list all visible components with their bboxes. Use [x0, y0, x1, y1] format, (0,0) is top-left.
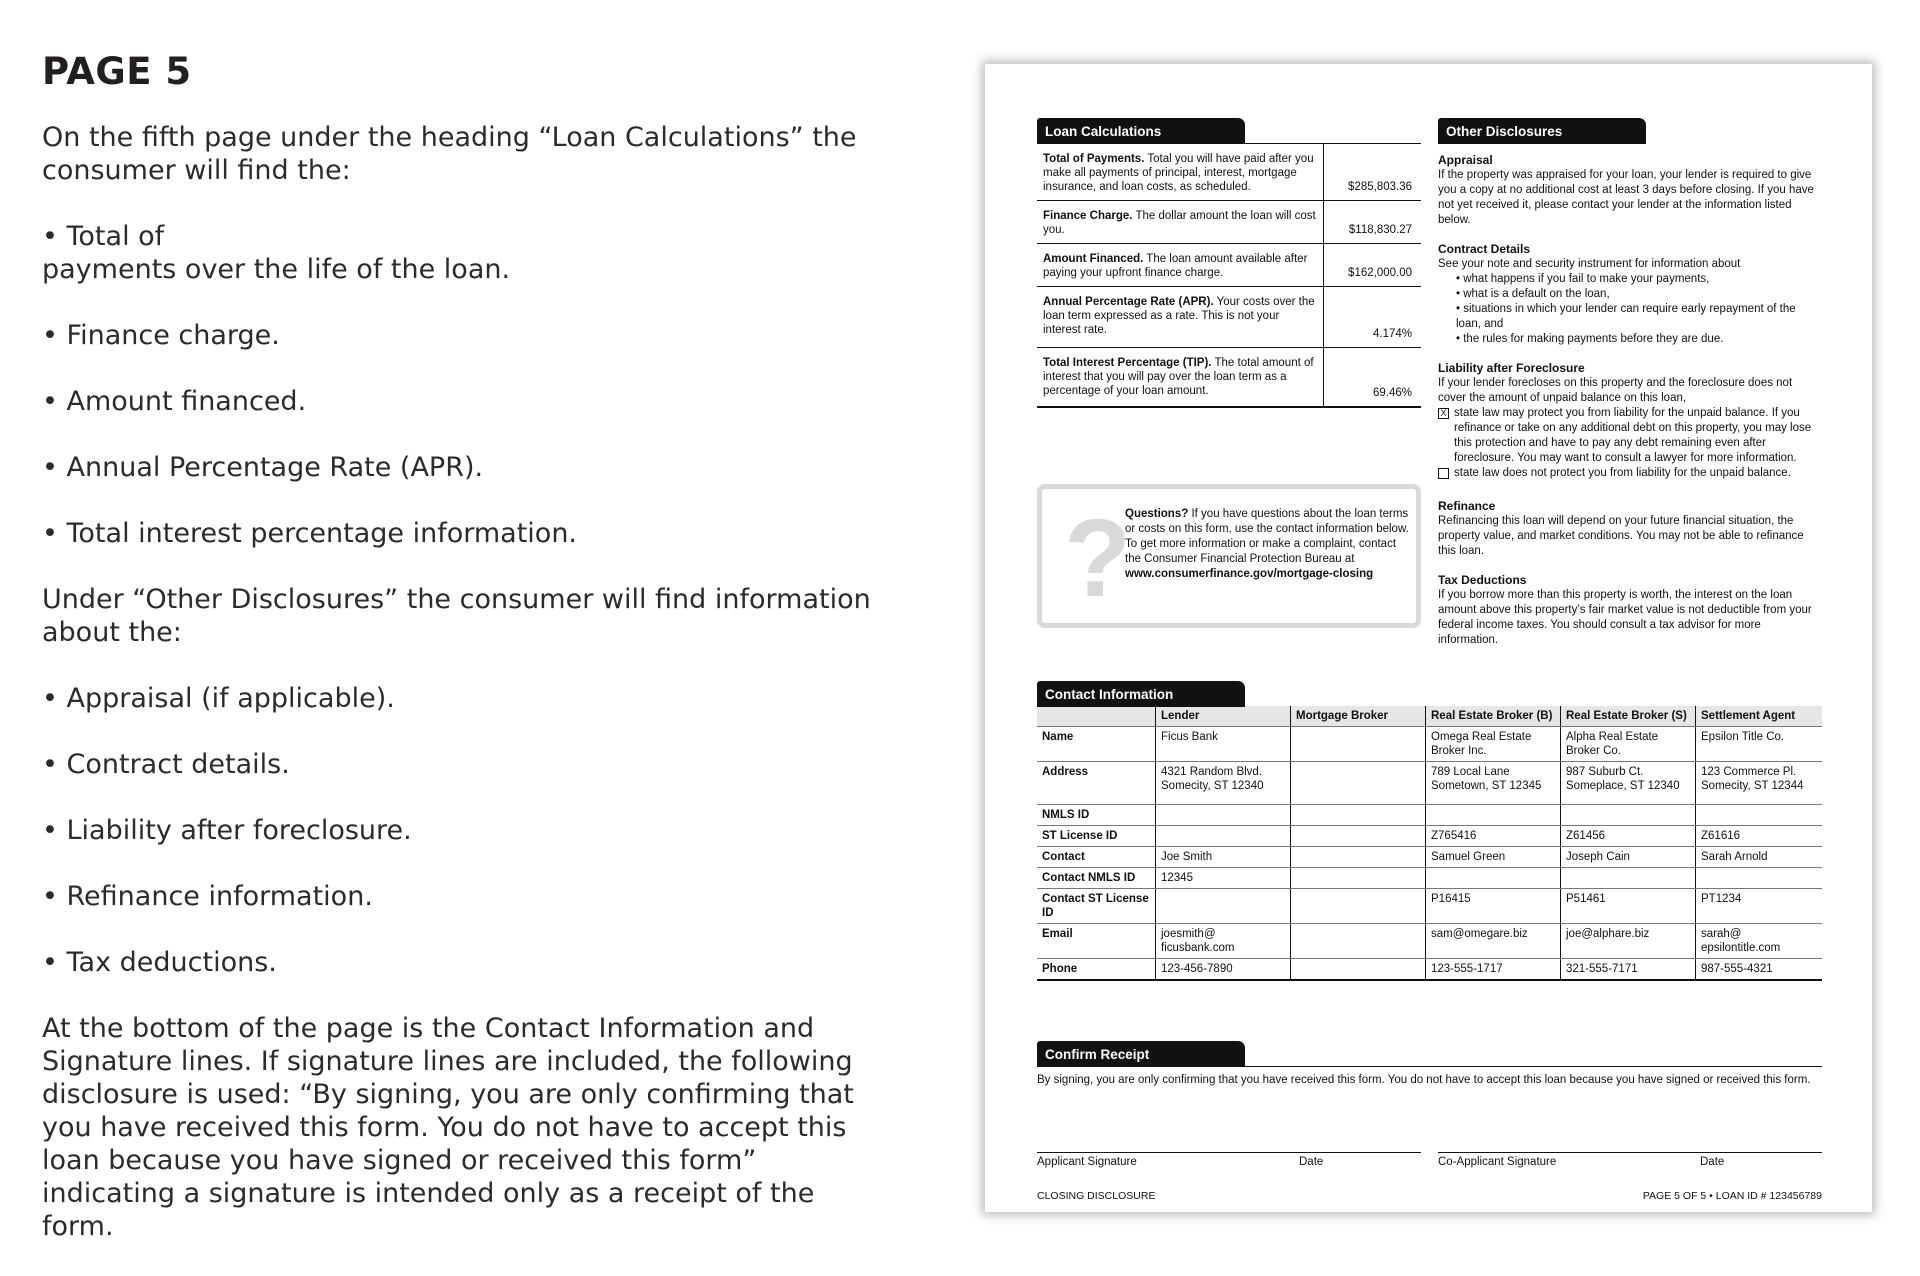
table-row: Total Interest Percentage (TIP). The total amount of interest that you will pay over the loan term as a percentage of your loan amount. 69.46%: [1037, 348, 1421, 408]
bullet-appraisal: • Appraisal (if applicable).: [42, 683, 395, 714]
liability-option-no-protect: state law does not protect you from liability for the unpaid balance.: [1438, 466, 1822, 481]
contract-title: Contract Details: [1438, 242, 1531, 256]
finance-charge-value: $118,830.27: [1324, 201, 1422, 244]
page-heading: PAGE 5: [42, 50, 192, 93]
closing-disclosure-page: [985, 64, 1872, 1212]
confirm-receipt-section: [1037, 1040, 1822, 1088]
liability-text: If your lender forecloses on this property and the foreclosure does not cover the amount of unpaid balance on this loan,: [1438, 377, 1793, 404]
other-disclosures-header: [1438, 117, 1822, 143]
checkbox-checked[interactable]: X: [1438, 408, 1449, 419]
applicant-signature-line[interactable]: [1037, 1152, 1421, 1153]
table-row: Contact Joe Smith Samuel Green Joseph Cain Sarah Arnold: [1037, 847, 1822, 868]
question-mark-icon: ?: [1064, 497, 1132, 620]
confirm-receipt-title: Confirm Receipt: [1037, 1041, 1245, 1067]
other-disclosures-title: Other Disclosures: [1438, 118, 1646, 144]
list-item: • situations in which your lender can require early repayment of the loan, and: [1456, 302, 1822, 332]
signature-lines: [1037, 1152, 1822, 1172]
bullet-apr: • Annual Percentage Rate (APR).: [42, 452, 484, 483]
confirm-receipt-text: By signing, you are only confirming that you have received this form. You do not have to accept this loan because you have signed or received this form.: [1037, 1074, 1811, 1086]
loan-calculations-section: [1037, 117, 1421, 408]
col-settlement-agent: Settlement Agent: [1696, 706, 1823, 727]
amount-financed-value: $162,000.00: [1324, 244, 1422, 287]
table-row: Amount Financed. The loan amount available after paying your upfront finance charge. $162,000.00: [1037, 244, 1421, 287]
other-intro-paragraph: Under “Other Disclosures” the consumer will find information about the:: [42, 584, 871, 648]
explanation-column: [42, 50, 872, 1276]
list-item: • what is a default on the loan,: [1456, 287, 1822, 302]
contact-information-header: [1037, 680, 1822, 706]
table-row: Annual Percentage Rate (APR). Your costs over the loan term expressed as a rate. This is not your interest rate. 4.174%: [1037, 287, 1421, 348]
liability-option-protect: X state law may protect you from liability for the unpaid balance. If you refinance or take on any additional debt on this property, you may lose this protection and have to pay any debt remaining even after foreclosure. You may want to consult a lawyer for more information.: [1438, 406, 1822, 466]
cfpb-link[interactable]: www.consumerfinance.gov/mortgage-closing: [1125, 568, 1374, 580]
bullet-total-payments: • Total of payments over the life of the loan.: [42, 221, 511, 285]
appraisal-title: Appraisal: [1438, 153, 1493, 167]
list-item: • what happens if you fail to make your payments,: [1456, 272, 1822, 287]
table-row: Total of Payments. Total you will have paid after you make all payments of principal, interest, mortgage insurance, and loan costs, as scheduled. $285,803.36: [1037, 144, 1421, 201]
table-row: Contact ST License ID P16415 P51461 PT1234: [1037, 889, 1822, 924]
contract-list: [1438, 272, 1822, 347]
contact-table: [1037, 706, 1822, 981]
date-label: Date: [1299, 1156, 1324, 1168]
col-re-broker-s: Real Estate Broker (S): [1561, 706, 1696, 727]
loan-calculations-table: [1037, 144, 1421, 408]
appraisal-text: If the property was appraised for your loan, your lender is required to give you a copy at no additional cost at least 3 days before closing. If you have not yet received it, please contact your lender at the information listed below.: [1438, 169, 1814, 226]
bullet-tax: • Tax deductions.: [42, 947, 277, 978]
contact-header-row: [1037, 706, 1822, 727]
total-payments-value: $285,803.36: [1324, 144, 1422, 201]
intro-paragraph: On the fifth page under the heading “Loan Calculations” the consumer will find the:: [42, 122, 857, 186]
col-re-broker-b: Real Estate Broker (B): [1426, 706, 1561, 727]
tip-value: 69.46%: [1324, 348, 1422, 408]
bullet-liability: • Liability after foreclosure.: [42, 815, 412, 846]
table-row: Finance Charge. The dollar amount the loan will cost you. $118,830.27: [1037, 201, 1421, 244]
refinance-text: Refinancing this loan will depend on your future financial situation, the property value, and market conditions. You may not be able to refinance this loan.: [1438, 515, 1804, 557]
refinance-title: Refinance: [1438, 499, 1496, 513]
list-item: • the rules for making payments before they are due.: [1456, 332, 1822, 347]
apr-value: 4.174%: [1324, 287, 1422, 348]
liability-title: Liability after Foreclosure: [1438, 361, 1585, 375]
contract-text: See your note and security instrument for information about: [1438, 258, 1741, 270]
tax-text: If you borrow more than this property is worth, the interest on the loan amount above this property’s fair market value is not deductible from your federal income taxes. You should consult a tax advisor for more information.: [1438, 589, 1812, 646]
bullet-amount-financed: • Amount financed.: [42, 386, 307, 417]
contact-information-title: Contact Information: [1037, 681, 1245, 707]
date-label: Date: [1700, 1156, 1725, 1168]
bullet-tip: • Total interest percentage information.: [42, 518, 578, 549]
checkbox-unchecked[interactable]: [1438, 468, 1449, 479]
table-row: Email joesmith@ ficusbank.com sam@omegare.biz joe@alphare.biz sarah@ epsilontitle.com: [1037, 924, 1822, 959]
footer-page-info: PAGE 5 OF 5 • LOAN ID # 123456789: [1642, 1190, 1822, 1202]
other-disclosures-section: [1438, 117, 1822, 648]
questions-box: [1037, 484, 1421, 628]
contact-information-section: [1037, 680, 1822, 981]
co-applicant-signature-line[interactable]: [1438, 1152, 1822, 1153]
tax-title: Tax Deductions: [1438, 573, 1527, 587]
bullet-contract: • Contract details.: [42, 749, 290, 780]
loan-calculations-header: [1037, 117, 1421, 144]
bullet-refinance: • Refinance information.: [42, 881, 373, 912]
footer-doc-name: CLOSING DISCLOSURE: [1037, 1190, 1156, 1202]
closing-paragraph: At the bottom of the page is the Contact Information and Signature lines. If signature lines are included, the following disclosure is used: “By signing, you are only confirming that you have received this form. You do not have to accept this loan because you have signed or received this form” indicating a signature is intended only as a receipt of the form.: [42, 1013, 854, 1242]
table-row: ST License ID Z765416 Z61456 Z61616: [1037, 826, 1822, 847]
confirm-receipt-header: [1037, 1040, 1822, 1067]
page-footer: [1037, 1190, 1822, 1202]
table-row: Name Ficus Bank Omega Real Estate Broker Inc. Alpha Real Estate Broker Co. Epsilon Title Co.: [1037, 727, 1822, 762]
table-row: Phone 123-456-7890 123-555-1717 321-555-7171 987-555-4321: [1037, 959, 1822, 981]
applicant-signature-label: Applicant Signature: [1037, 1156, 1137, 1168]
table-row: NMLS ID: [1037, 805, 1822, 826]
questions-text: Questions? If you have questions about the loan terms or costs on this form, use the contact information below. To get more information or make a complaint, contact the Consumer Financial Protection Bureau at www.consumerfinance.gov/mortgage-closing: [1125, 508, 1409, 580]
bullet-finance-charge: • Finance charge.: [42, 320, 280, 351]
col-mortgage-broker: Mortgage Broker: [1291, 706, 1426, 727]
col-lender: Lender: [1156, 706, 1291, 727]
co-applicant-signature-label: Co-Applicant Signature: [1438, 1156, 1557, 1168]
table-row: Contact NMLS ID 12345: [1037, 868, 1822, 889]
loan-calculations-title: Loan Calculations: [1037, 118, 1245, 144]
table-row: Address 4321 Random Blvd. Somecity, ST 12340 789 Local Lane Sometown, ST 12345 987 Suburb Ct. Someplace, ST 12340 123 Commerce Pl. Somecity, ST 12344: [1037, 762, 1822, 805]
